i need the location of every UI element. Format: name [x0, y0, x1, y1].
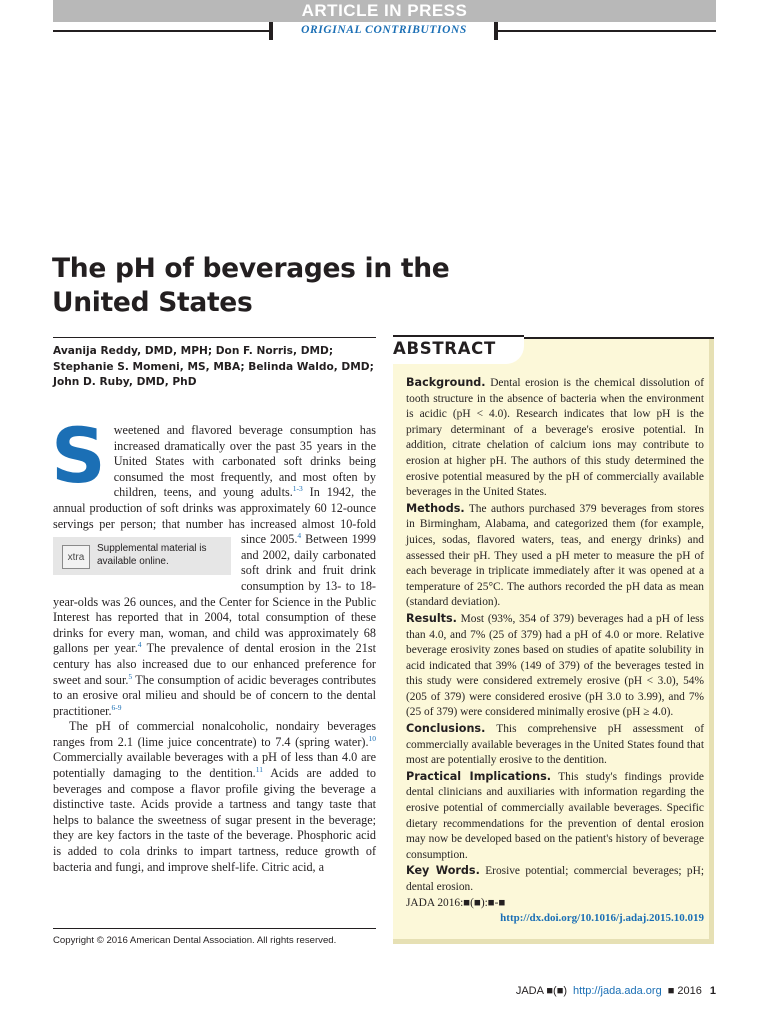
abstract-body: Most (93%, 354 of 379) beverages had a pH of less than 4.0, and 7% (25 of 379) had a pH of 4.0 or more. Relative beverage erosivity zones based on studies of apatite solubility in acid indicated that 39% (149 of 379) of the beverages tested in this study were considered extremely erosive (pH < 3.0), 54% (205 of 379) were considered erosive (pH 3.0 to 3.99), and 7% (25 of 379) were considered minimally erosive (pH ≥ 4.0). — [406, 612, 704, 719]
text-run: The consumption of acidic beverages contributes to an erosive oral milieu and should be of concern to the dental practitioner. — [53, 672, 376, 718]
page-number: 1 — [709, 985, 716, 997]
section-rule-right — [498, 30, 716, 32]
abstract-heading: ABSTRACT — [393, 335, 524, 364]
reference-link[interactable]: 11 — [255, 765, 263, 774]
text-run: Between 1999 and 2002, daily carbonated soft drink and fruit drink consumption by 13- to 18-year-olds was 26 ounces, and the Center for Science in the Public Interest has reported that in 2004, total consumption of these drinks for every man, woman, and child was approximately 68 gallons per year. — [53, 532, 376, 656]
reference-link[interactable]: 5 — [128, 671, 133, 681]
reference-link[interactable]: 4 — [137, 640, 142, 650]
footer-year: ■ 2016 — [667, 985, 702, 997]
text-run: The pH of commercial nonalcoholic, nondairy beverages ranges from 2.1 (lime juice concentrate) to 7.4 (spring water). — [53, 719, 376, 749]
reference-link[interactable]: 4 — [297, 531, 302, 541]
drop-cap: S — [51, 411, 106, 500]
text-run: Acids are added to beverages and compose a flavor profile giving the beverage a distinctive taste. Acids provide a tartness and tangy taste that helps to balance the sweetness of sugar present in the beverage; they are key factors in the taste of the beverage. Phosphoric acid is added to cola drinks to impart tartness, reduce growth of bacteria and fungi, and improve shelf-life. Citric acid, a — [53, 766, 376, 874]
supplemental-material-box[interactable] — [53, 537, 231, 575]
abstract-label: Methods. — [406, 501, 465, 515]
abstract-body: The authors purchased 379 beverages from stores in Birmingham, Alabama, and categorized them (for example, juices, sodas, flavored waters, teas, and energy drinks) and assessed their pH. They used a pH meter to measure the pH of each beverage in triplicate immediately after it was opened at a temperature of 25°C. The authors recorded the pH data as mean (standard deviation). — [406, 502, 704, 609]
section-label: ORIGINAL CONTRIBUTIONS — [301, 24, 467, 36]
abstract-label: Background. — [406, 376, 486, 389]
abstract-label: Practical Implications. — [406, 769, 551, 783]
abstract-text — [406, 375, 704, 927]
journal-issue: JADA ■(■) — [515, 985, 568, 997]
abstract-background — [406, 375, 704, 501]
reference-link[interactable]: 1-3 — [292, 484, 303, 494]
abstract-keywords — [406, 863, 704, 895]
abstract-label: Conclusions. — [406, 722, 486, 736]
text-run: The prevalence of dental erosion in the 21st century has also increased due to our enhanced preference for sweet and sour. — [53, 641, 376, 687]
doi-link[interactable]: http://dx.doi.org/10.1016/j.adaj.2015.10.019 — [500, 912, 704, 925]
abstract-label: Key Words. — [406, 864, 480, 878]
section-rule-left — [53, 30, 270, 32]
paragraph-1 — [51, 411, 376, 719]
abstract-methods — [406, 501, 704, 611]
text-run: weetened and flavored beverage consumption has increased dramatically over the past 35 years in the United States with carbonated soft drinks being consumed the most frequently, and most often by children, teens, and young adults. — [113, 423, 376, 500]
journal-url-link[interactable]: http://jada.ada.org — [573, 985, 662, 997]
abstract-body: Dental erosion is the chemical dissolution of tooth structure in the absence of bacteria when the environment is acidic (pH < 4.0). Research indicates that low pH is the primary determinant of a beverage's erosive potential. In addition, citrate chelation of calcium ions may contribute to erosion at higher pH. The authors of this study determined the erosive potential measured by the pH of commercially available beverages in the United States. — [406, 377, 704, 499]
copyright-rule — [53, 928, 376, 929]
article-title: The pH of beverages in the United States — [52, 253, 450, 318]
reference-link[interactable]: 10 — [368, 733, 376, 743]
copyright-notice: Copyright © 2016 American Dental Association. All rights reserved. — [53, 935, 337, 946]
author-list: Avanija Reddy, DMD, MPH; Don F. Norris, DMD; Stephanie S. Momeni, MS, MBA; Belinda Waldo, DMD; John D. Ruby, DMD, PhD — [53, 345, 374, 388]
abstract-label: Results. — [406, 611, 457, 625]
abstract-body: This study's findings provide dental clinicians and auxiliaries with information regarding the erosive potential of commercially available beverages. Specific dietary recommendations for the prevention of dental erosion may now be developed based on the patient's history of beverage consumption. — [406, 770, 704, 861]
article-in-press-banner: ARTICLE IN PRESS — [53, 0, 716, 22]
authors-rule — [53, 337, 376, 338]
abstract-citation: JADA 2016:■(■):■-■ — [406, 896, 506, 909]
abstract-body: Erosive potential; commercial beverages; pH; dental erosion. — [406, 865, 704, 893]
text-run: In 1942, the annual production of soft drinks was approximately 60 12-ounce servings per person; that number has increased almost 10-fold since 2005. — [53, 485, 376, 547]
abstract-body: This comprehensive pH assessment of commercially available beverages in the United States found that most are potentially erosive to the dentition. — [406, 723, 704, 767]
abstract-results — [406, 611, 704, 721]
abstract-implications — [406, 769, 704, 864]
supplemental-text: Supplemental material is available online. — [97, 543, 207, 568]
text-run: Commercially available beverages with a pH of less than 4.0 are potentially damaging to the dentition. — [53, 750, 376, 781]
page-footer — [516, 985, 716, 997]
xtra-icon: xtra — [62, 545, 90, 569]
body-text — [51, 411, 376, 875]
reference-link[interactable]: 6-9 — [111, 702, 122, 712]
abstract-conclusions — [406, 721, 704, 769]
paragraph-2 — [53, 719, 376, 875]
